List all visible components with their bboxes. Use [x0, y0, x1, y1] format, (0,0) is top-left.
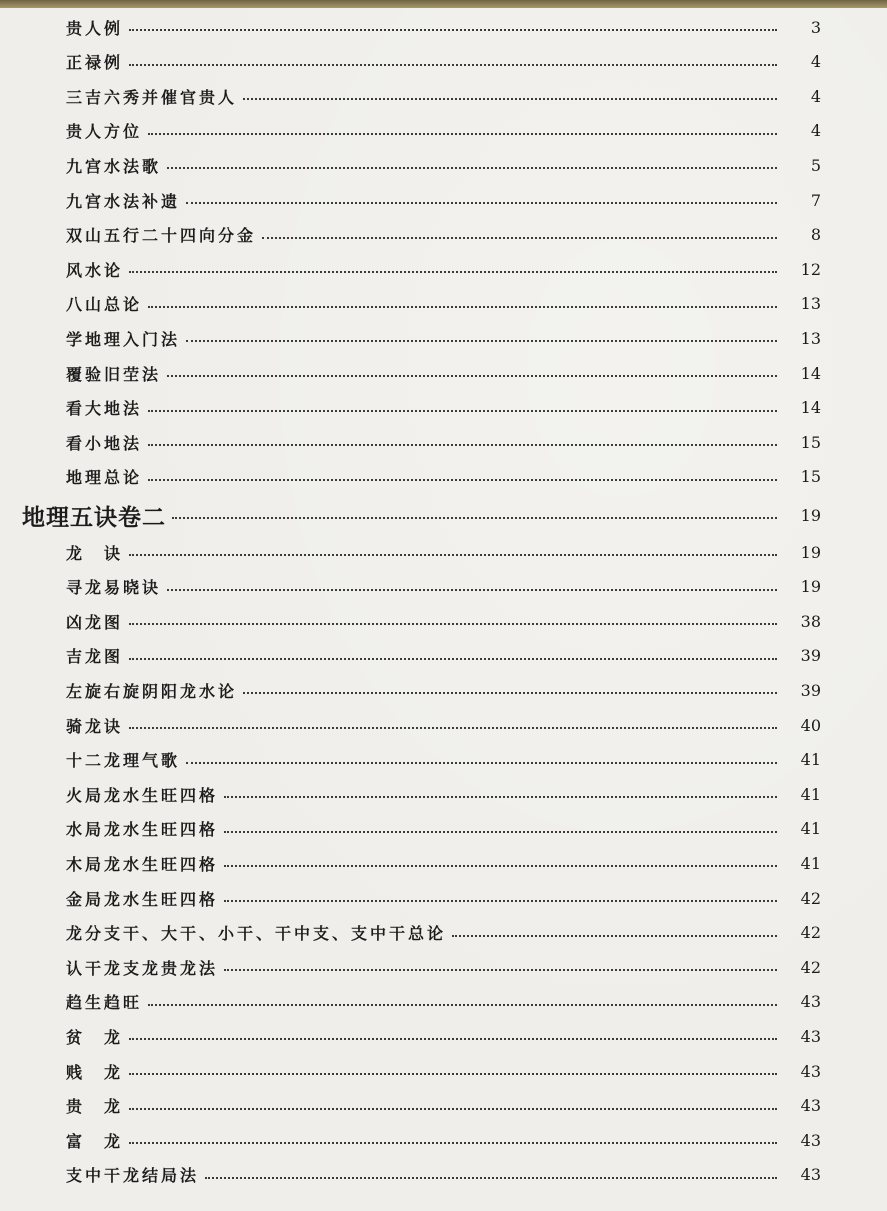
- dot-leader: [205, 1177, 777, 1179]
- toc-entry-title: 龙分支干、大干、小干、干中支、支中干总论: [66, 924, 447, 944]
- toc-entry-title: 龙 诀: [66, 543, 124, 563]
- toc-entry-row[interactable]: [0, 321, 887, 355]
- dot-leader: [129, 623, 777, 625]
- toc-entry-title: 吉龙图: [66, 647, 124, 667]
- dot-leader: [148, 479, 777, 481]
- toc-page-number: 3: [810, 17, 821, 37]
- toc-entry-title: 正禄例: [66, 53, 124, 73]
- dot-leader: [167, 167, 777, 169]
- dot-leader: [243, 98, 777, 100]
- toc-entry-row[interactable]: [0, 10, 887, 44]
- dot-leader: [129, 1108, 777, 1110]
- toc-entry-row[interactable]: [0, 1089, 887, 1123]
- toc-entry-title: 金局龙水生旺四格: [66, 889, 219, 909]
- toc-entry-title: 凶龙图: [66, 612, 124, 632]
- toc-page-number: 43: [800, 1026, 821, 1046]
- toc-entry-row[interactable]: [0, 114, 887, 148]
- toc-entry-title: 左旋右旋阴阳龙水论: [66, 681, 238, 701]
- dot-leader: [129, 1038, 777, 1040]
- toc-page-number: 39: [800, 646, 821, 666]
- toc-entry-row[interactable]: [0, 1158, 887, 1192]
- toc-entry-row[interactable]: [0, 743, 887, 777]
- top-border: [0, 0, 887, 8]
- toc-page-number: 13: [800, 328, 821, 348]
- toc-entry-row[interactable]: [0, 79, 887, 113]
- toc-page-number: 4: [810, 121, 821, 141]
- toc-entry-row[interactable]: [0, 1054, 887, 1088]
- dot-leader: [129, 29, 777, 31]
- toc-entry-title: 地理五诀卷二: [22, 503, 166, 531]
- toc-page-number: 19: [800, 542, 821, 562]
- toc-page-number: 43: [800, 1061, 821, 1081]
- dot-leader: [224, 900, 777, 902]
- toc-page-number: 43: [800, 1130, 821, 1150]
- dot-leader: [129, 727, 777, 729]
- toc-entry-title: 覆验旧茔法: [66, 364, 162, 384]
- toc-entry-title: 学地理入门法: [66, 329, 181, 349]
- dot-leader: [243, 692, 777, 694]
- toc-entry-row[interactable]: [0, 356, 887, 390]
- toc-page-number: 42: [800, 923, 821, 943]
- dot-leader: [224, 969, 777, 971]
- toc-entry-title: 富 龙: [66, 1131, 124, 1151]
- toc-page-number: 5: [810, 155, 821, 175]
- toc-entry-title: 九宫水法补遗: [66, 191, 181, 211]
- dot-leader: [129, 554, 777, 556]
- toc-entry-row[interactable]: [0, 950, 887, 984]
- toc-page-number: 19: [800, 505, 821, 525]
- dot-leader: [224, 831, 777, 833]
- dot-leader: [129, 271, 777, 273]
- toc-page-number: 41: [800, 853, 821, 873]
- dot-leader: [186, 762, 777, 764]
- toc-entry-title: 骑龙诀: [66, 716, 124, 736]
- toc-chapter-row[interactable]: [0, 498, 887, 532]
- toc-page-number: 4: [810, 86, 821, 106]
- toc-page-number: 39: [800, 680, 821, 700]
- dot-leader: [129, 658, 777, 660]
- toc-page-number: 12: [800, 259, 821, 279]
- toc-entry-title: 趋生趋旺: [66, 993, 143, 1013]
- dot-leader: [172, 517, 777, 519]
- toc-page-number: 19: [800, 577, 821, 597]
- toc-entry-title: 十二龙理气歌: [66, 751, 181, 771]
- toc-entry-title: 贱 龙: [66, 1062, 124, 1082]
- toc-entry-row[interactable]: [0, 881, 887, 915]
- toc-entry-row[interactable]: [0, 183, 887, 217]
- toc-entry-row[interactable]: [0, 673, 887, 707]
- toc-entry-row[interactable]: [0, 45, 887, 79]
- dot-leader: [129, 1142, 777, 1144]
- toc-page-number: 41: [800, 819, 821, 839]
- toc-entry-row[interactable]: [0, 1019, 887, 1053]
- toc-entry-row[interactable]: [0, 287, 887, 321]
- toc-entry-title: 支中干龙结局法: [66, 1166, 200, 1186]
- toc-entry-title: 三吉六秀并催官贵人: [66, 87, 238, 107]
- toc-entry-title: 风水论: [66, 260, 124, 280]
- toc-entry-title: 地理总论: [66, 468, 143, 488]
- toc-page-number: 8: [810, 225, 821, 245]
- dot-leader: [148, 1004, 777, 1006]
- toc-page-number: 40: [800, 715, 821, 735]
- toc-entry-row[interactable]: [0, 570, 887, 604]
- toc-entry-title: 八山总论: [66, 295, 143, 315]
- toc-page-number: 42: [800, 888, 821, 908]
- dot-leader: [129, 1073, 777, 1075]
- toc-entry-title: 贵人例: [66, 18, 124, 38]
- dot-leader: [224, 796, 777, 798]
- toc-page-number: 38: [800, 611, 821, 631]
- toc-entry-title: 木局龙水生旺四格: [66, 854, 219, 874]
- toc-page-number: 7: [810, 190, 821, 210]
- toc-page-number: 4: [810, 52, 821, 72]
- toc-entry-row[interactable]: [0, 777, 887, 811]
- toc-entry-row[interactable]: [0, 391, 887, 425]
- toc-entry-title: 贵 龙: [66, 1097, 124, 1117]
- toc-entry-row[interactable]: [0, 460, 887, 494]
- toc-entry-row[interactable]: [0, 252, 887, 286]
- toc-entry-row[interactable]: [0, 218, 887, 252]
- toc-page-number: 42: [800, 957, 821, 977]
- toc-entry-title: 贫 龙: [66, 1027, 124, 1047]
- toc-page-number: 41: [800, 750, 821, 770]
- toc-entry-title: 火局龙水生旺四格: [66, 785, 219, 805]
- toc-page-number: 15: [800, 432, 821, 452]
- toc-entry-row[interactable]: [0, 846, 887, 880]
- toc-entry-row[interactable]: [0, 985, 887, 1019]
- dot-leader: [452, 935, 777, 937]
- toc-page-number: 43: [800, 1096, 821, 1116]
- dot-leader: [129, 64, 777, 66]
- dot-leader: [148, 444, 777, 446]
- toc-entry-row[interactable]: [0, 708, 887, 742]
- toc-entry-row[interactable]: [0, 604, 887, 638]
- toc-page-number: 15: [800, 467, 821, 487]
- toc-page-number: 43: [800, 1165, 821, 1185]
- toc-entry-title: 认干龙支龙贵龙法: [66, 958, 219, 978]
- dot-leader: [148, 410, 777, 412]
- toc-entry-row[interactable]: [0, 148, 887, 182]
- dot-leader: [167, 589, 777, 591]
- dot-leader: [262, 237, 777, 239]
- dot-leader: [148, 133, 777, 135]
- toc-entry-row[interactable]: [0, 1123, 887, 1157]
- dot-leader: [167, 375, 777, 377]
- toc-entry-title: 寻龙易晓诀: [66, 578, 162, 598]
- toc-entry-title: 水局龙水生旺四格: [66, 820, 219, 840]
- toc-page-number: 13: [800, 294, 821, 314]
- dot-leader: [186, 340, 777, 342]
- toc-entry-row[interactable]: [0, 812, 887, 846]
- toc-page-number: 14: [800, 398, 821, 418]
- toc-entry-title: 看大地法: [66, 399, 143, 419]
- toc-entry-title: 贵人方位: [66, 122, 143, 142]
- toc-page-number: 41: [800, 784, 821, 804]
- toc-entry-row[interactable]: [0, 425, 887, 459]
- toc-page-number: 43: [800, 992, 821, 1012]
- toc-page-number: 14: [800, 363, 821, 383]
- toc-entry-row[interactable]: [0, 916, 887, 950]
- dot-leader: [148, 306, 777, 308]
- toc-entry-title: 双山五行二十四向分金: [66, 226, 257, 246]
- toc-entry-row[interactable]: [0, 639, 887, 673]
- dot-leader: [186, 202, 777, 204]
- dot-leader: [224, 865, 777, 867]
- toc-entry-title: 看小地法: [66, 433, 143, 453]
- toc-page: [0, 8, 887, 1211]
- toc-entry-title: 九宫水法歌: [66, 156, 162, 176]
- toc-entry-row[interactable]: [0, 535, 887, 569]
